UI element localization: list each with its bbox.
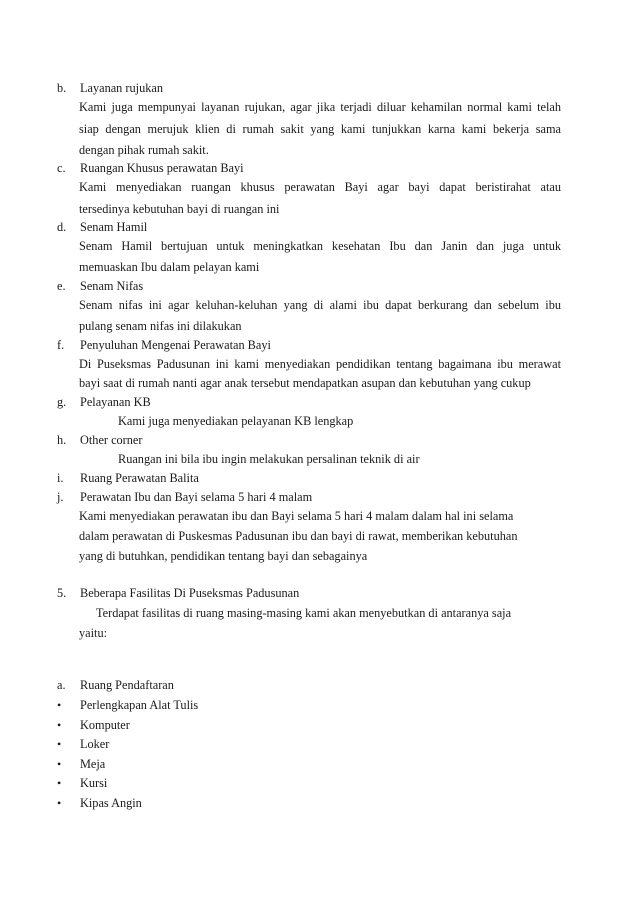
list-item: Perlengkapan Alat Tulis xyxy=(80,698,199,712)
bullet-icon: • xyxy=(57,737,62,751)
subsection-title: Ruang Pendaftaran xyxy=(80,678,174,692)
list-item: Kursi xyxy=(80,776,108,790)
paragraph-line: siap dengan merujuk klien di rumah sakit yang kami tunjukkan karna kami bekerja sama xyxy=(79,122,561,136)
bullet-icon: • xyxy=(57,796,62,810)
paragraph-line: Kami juga menyediakan pelayanan KB lengkap xyxy=(118,414,354,428)
bullet-icon: • xyxy=(57,718,62,732)
section-title: Other corner xyxy=(80,433,143,447)
paragraph-line: Kami menyediakan ruangan khusus perawatan Bayi agar bayi dapat beristirahat atau xyxy=(79,180,561,194)
paragraph-line: Kami juga mempunyai layanan rujukan, agar jika terjadi diluar kehamilan normal kami telah xyxy=(79,100,561,114)
paragraph-line: yang di butuhkan, pendidikan tentang bayi dan sebagainya xyxy=(79,549,368,563)
paragraph-line: Kami menyediakan perawatan ibu dan Bayi selama 5 hari 4 malam dalam hal ini selama xyxy=(79,509,514,523)
list-item: Loker xyxy=(80,737,110,751)
paragraph-line: Senam Hamil bertujuan untuk meningkatkan kesehatan Ibu dan Janin dan juga untuk xyxy=(79,239,561,253)
paragraph-line: Ruangan ini bila ibu ingin melakukan persalinan teknik di air xyxy=(118,452,420,466)
paragraph-line: memuaskan Ibu dalam pelayan kami xyxy=(79,260,260,274)
section-title: Pelayanan KB xyxy=(80,395,151,409)
bullet-icon: • xyxy=(57,776,62,790)
section-marker: j. xyxy=(57,490,64,504)
paragraph-line: bayi saat di rumah nanti agar anak tersebut mendapatkan asupan dan kebutuhan yang cukup xyxy=(79,376,531,390)
section5-intro-line: yaitu: xyxy=(79,626,108,640)
section-title: Penyuluhan Mengenai Perawatan Bayi xyxy=(80,338,271,352)
paragraph-line: dengan pihak rumah sakit. xyxy=(79,143,209,157)
list-item: Komputer xyxy=(80,718,130,732)
bullet-icon: • xyxy=(57,757,62,771)
section-marker: c. xyxy=(57,161,66,175)
paragraph-line: dalam perawatan di Puskesmas Padusunan ibu dan bayi di rawat, memberikan kebutuhan xyxy=(79,529,518,543)
list-item: Kipas Angin xyxy=(80,796,142,810)
section-marker: i. xyxy=(57,471,64,485)
section-title: Senam Hamil xyxy=(80,220,148,234)
section-marker: g. xyxy=(57,395,67,409)
subsection-marker: a. xyxy=(57,678,66,692)
list-item: Meja xyxy=(80,757,106,771)
paragraph-line: pulang senam nifas ini dilakukan xyxy=(79,319,242,333)
paragraph-line: Di Puseksmas Padusunan ini kami menyediakan pendidikan tentang bagaimana ibu merawat xyxy=(79,357,561,371)
section-title: Perawatan Ibu dan Bayi selama 5 hari 4 malam xyxy=(80,490,313,504)
paragraph-line: tersedinya kebutuhan bayi di ruangan ini xyxy=(79,202,280,216)
section-marker: b. xyxy=(57,81,67,95)
section5-title: Beberapa Fasilitas Di Puseksmas Padusunan xyxy=(80,586,300,600)
section5-marker: 5. xyxy=(57,586,67,600)
bullet-icon: • xyxy=(57,698,62,712)
section-marker: d. xyxy=(57,220,67,234)
section-title: Ruang Perawatan Balita xyxy=(80,471,199,485)
section-title: Senam Nifas xyxy=(80,279,144,293)
section-title: Layanan rujukan xyxy=(80,81,163,95)
paragraph-line: Senam nifas ini agar keluhan-keluhan yang di alami ibu dapat berkurang dan sebelum ibu xyxy=(79,298,561,312)
section-marker: e. xyxy=(57,279,66,293)
section-marker: h. xyxy=(57,433,67,447)
section5-intro-line: Terdapat fasilitas di ruang masing-masing kami akan menyebutkan di antaranya saja xyxy=(96,606,512,620)
section-marker: f. xyxy=(57,338,65,352)
section-title: Ruangan Khusus perawatan Bayi xyxy=(80,161,244,175)
